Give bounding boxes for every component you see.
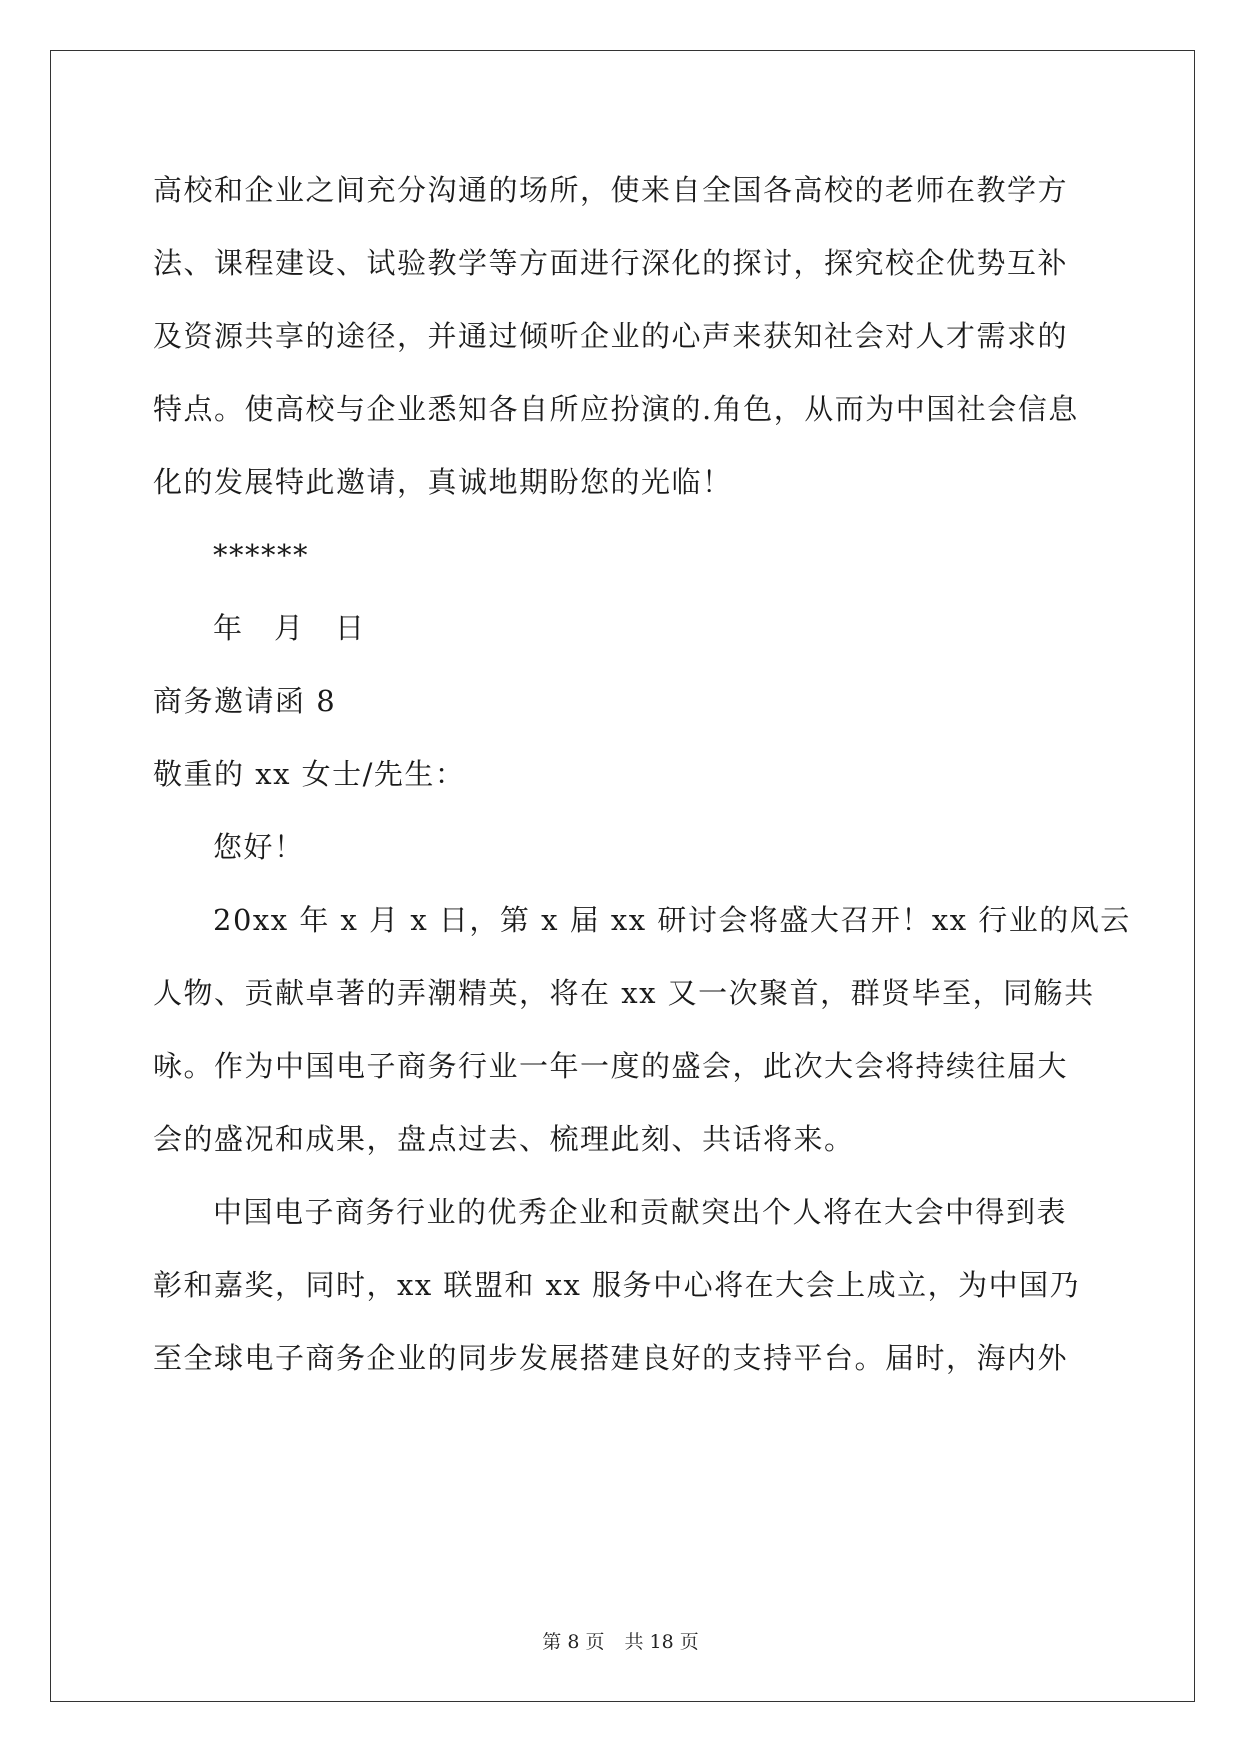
signature-placeholder: ****** (213, 538, 309, 572)
greeting: 您好！ (213, 830, 305, 864)
body-line: 人物、贡献卓著的弄潮精英，将在 xx 又一次聚首，群贤毕至，同觞共 (153, 976, 1095, 1010)
body-line: 彰和嘉奖，同时，xx 联盟和 xx 服务中心将在大会上成立，为中国乃 (153, 1268, 1081, 1302)
page-number-current: 第 8 页 (542, 1631, 605, 1653)
body-line: 20xx 年 x 月 x 日，第 x 届 xx 研讨会将盛大召开！xx 行业的风云 (213, 903, 1131, 937)
body-line: 咏。作为中国电子商务行业一年一度的盛会，此次大会将持续往届大 (153, 1049, 1069, 1083)
body-line: 至全球电子商务企业的同步发展搭建良好的支持平台。届时，海内外 (153, 1341, 1069, 1375)
page-border (50, 50, 1195, 1702)
body-line: 化的发展特此邀请，真诚地期盼您的光临！ (153, 465, 733, 499)
body-line: 特点。使高校与企业悉知各自所应扮演的.角色，从而为中国社会信息 (153, 392, 1079, 426)
body-line: 及资源共享的途径，并通过倾听企业的心声来获知社会对人才需求的 (153, 319, 1069, 353)
page-number-total: 共 18 页 (624, 1631, 699, 1653)
date-placeholder: 年 月 日 (213, 611, 366, 645)
body-line: 法、课程建设、试验教学等方面进行深化的探讨，探究校企优势互补 (153, 246, 1069, 280)
section-heading: 商务邀请函 8 (153, 684, 337, 718)
salutation: 敬重的 xx 女士/先生： (153, 757, 466, 791)
body-line: 中国电子商务行业的优秀企业和贡献突出个人将在大会中得到表 (213, 1195, 1068, 1229)
body-line: 会的盛况和成果，盘点过去、梳理此刻、共话将来。 (153, 1122, 855, 1156)
body-line: 高校和企业之间充分沟通的场所，使来自全国各高校的老师在教学方 (153, 173, 1069, 207)
page-footer (0, 1630, 1241, 1654)
